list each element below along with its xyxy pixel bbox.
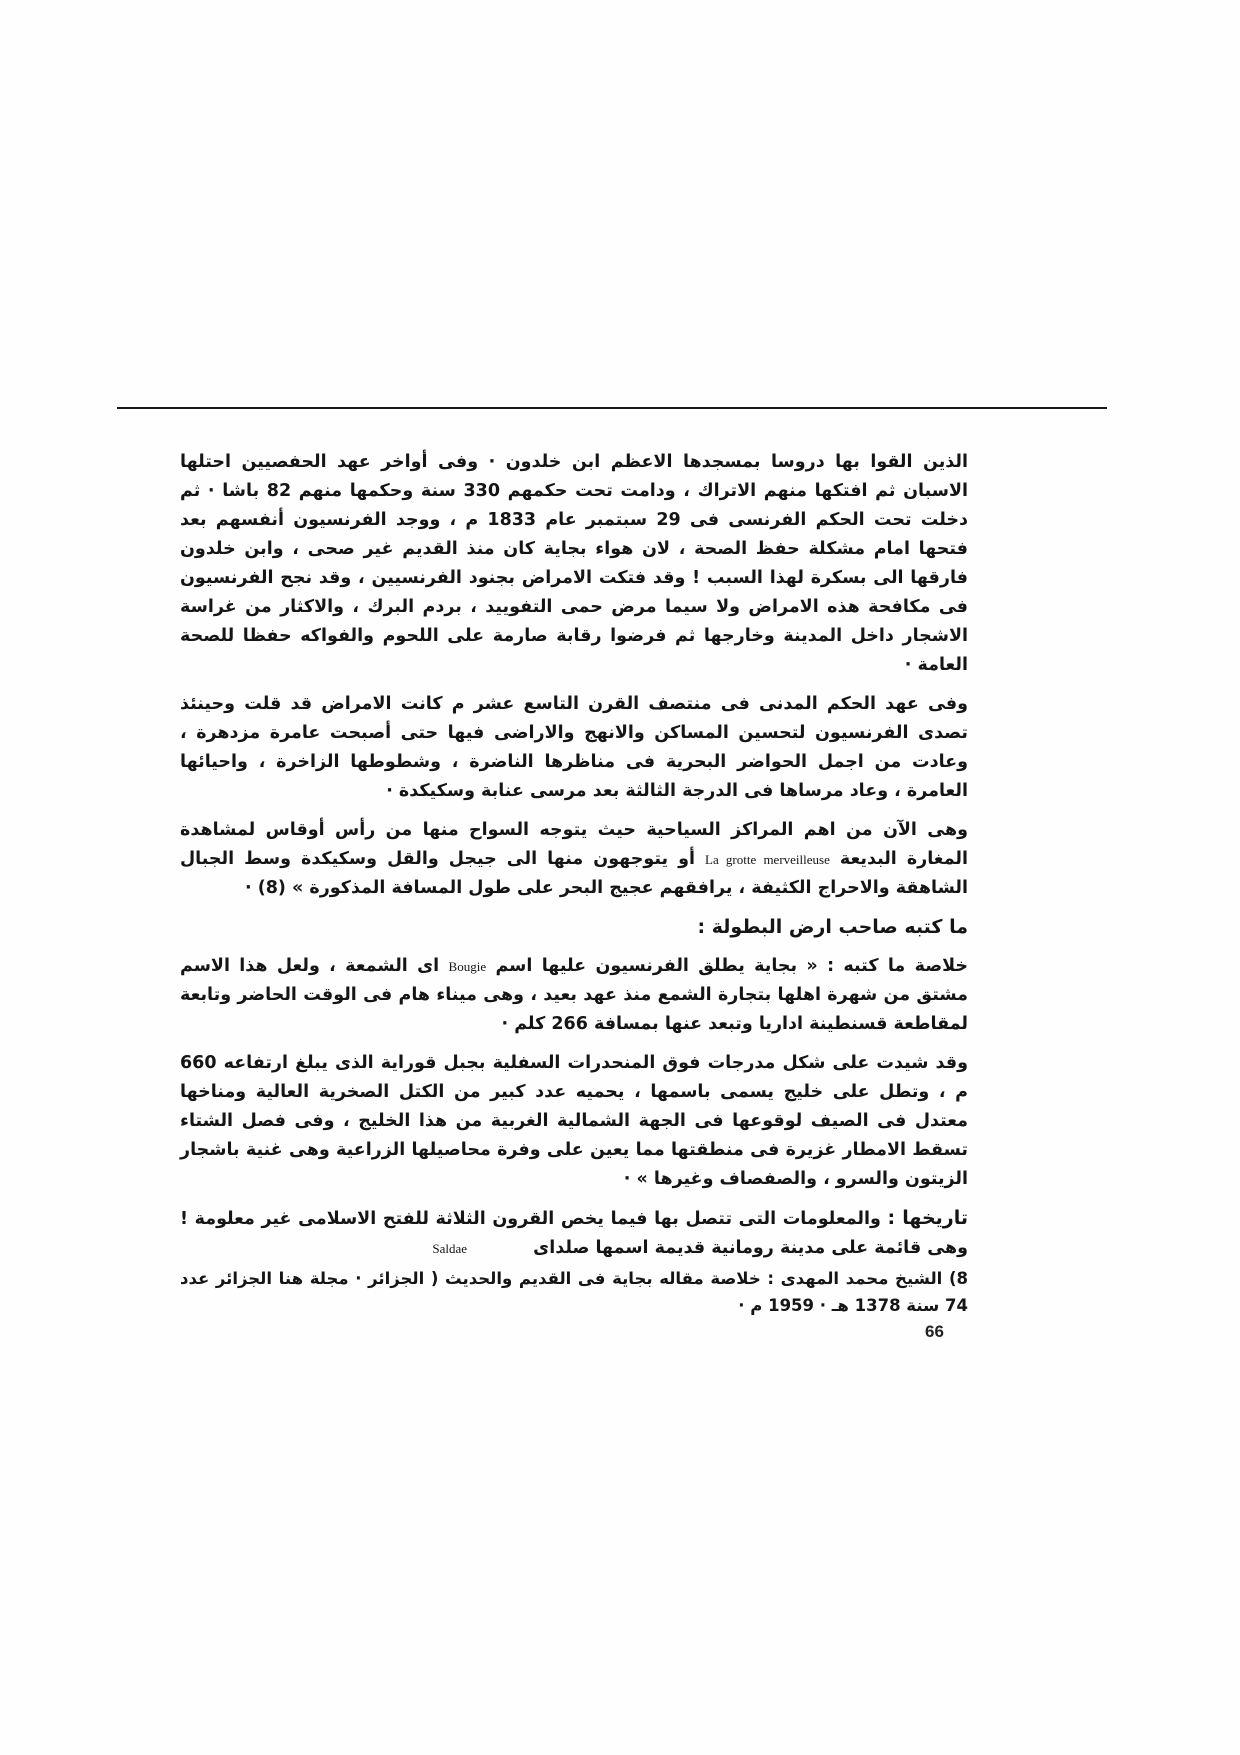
paragraph-1: الذين القوا بها دروسا بمسجدها الاعظم ابن خلدون · وفى أواخر عهد الحفصيين احتلها الاسبان ثم افتكها منهم الاتراك ، ودامت تحت حكمهم 330 سنة وحكمها منهم 82 باشا · ثم دخلت تحت الحكم الفرنسى فى 29 سبتمبر عام 1833 م ، ووجد الفرنسيون أنفسهم بعد فتحها امام مشكلة حفظ الصحة ، لان هواء بجاية كان منذ القديم غير صحى ، وابن خلدون فارقها الى بسكرة لهذا السبب ! وقد فتكت الامراض بجنود الفرنسيين ، وقد نجح الفرنسيون فى مكافحة هذه الامراض ولا سيما مرض حمى التفوييد ، بردم البرك ، والاكثار من غراسة الاشجار داخل المدينة وخارجها ثم فرضوا رقابة صارمة على اللحوم والفواكه حفظا للصحة العامة · [180,452,969,675]
page-number: 66 [925,1322,944,1341]
paragraph-3 [180,816,968,903]
paragraph-3-part-b: أو يتوجهون منها الى جيجل والقل وسكيكدة وسط الجبال الشاهقة والاحراج الكثيفة ، يرافقهم عجيج البحر على طول المسافة المذكورة » (8) · [180,849,968,898]
paragraph-3-part-a: وهى الآن من اهم المراكز السياحية حيث يتوجه السواح منها من رأس أوقاس لمشاهدة المغارة البديعة [180,820,968,869]
latin-term-bougie: Bougie [448,959,487,974]
latin-term-saldae: Saldae [432,1241,468,1256]
latin-term-grotte: La grotte merveilleuse [705,852,830,867]
header-rule [117,407,1107,409]
paragraph-4-part-b: اى الشمعة ، ولعل هذا الاسم مشتق من شهرة اهلها بتجارة الشمع منذ عهد بعيد ، وهى ميناء هام فى الوقت الحاضر وتابعة لمقاطعة قسنطينة اداريا وتبعد عنها بمسافة 266 كلم · [180,956,968,1034]
section-heading: ما كتبه صاحب ارض البطولة : [697,916,968,938]
history-lead: تاريخها : [887,1207,968,1229]
paragraph-6 [180,1204,968,1263]
paragraph-5: وقد شيدت على شكل مدرجات فوق المنحدرات السفلية بجبل قوراية الذى يبلغ ارتفاعه 660 م ، وتطل على خليج يسمى باسمها ، يحميه عدد كبير من الكتل الصخرية العالية ومناخها معتدل فى الصيف لوقوعها فى الجهة الشمالية الغربية من هذا الخليج ، وفى فصل الشتاء تسقط الامطار غزيرة فى منطقتها مما يعين على وفرة محاصيلها الزراعية وهى غنية باشجار الزيتون والسرو ، والصفصاف وغيرها » · [180,1053,968,1189]
footnote: 8) الشيخ محمد المهدى : خلاصة مقاله بجاية فى القديم والحديث ( الجزائر · مجلة هنا الجزائر عدد 74 سنة 1378 هـ · 1959 م · [180,1269,968,1315]
paragraph-2: وفى عهد الحكم المدنى فى منتصف القرن التاسع عشر م كانت الامراض قد قلت وحينئذ تصدى الفرنسيون لتحسين المساكن والانهج والاراضى فيها حتى أصبحت عامرة مزدهرة ، وعادت من اجمل الحواضر البحرية فى مناظرها الناضرة ، وشطوطها الزاخرة ، واحيائها العامرة ، وعاد مرساها فى الدرجة الثالثة بعد مرسى عنابة وسكيكدة · [180,694,968,801]
paragraph-6-text: والمعلومات التى تتصل بها فيما يخص القرون الثلاثة للفتح الاسلامى غير معلومة ! وهى قائمة على مدينة رومانية قديمة اسمها صلداى [180,1209,968,1258]
paragraph-4-part-a: خلاصة ما كتبه : « بجاية يطلق الفرنسيون عليها اسم [495,956,969,976]
paragraph-4 [180,952,968,1039]
article-body [180,448,968,1273]
